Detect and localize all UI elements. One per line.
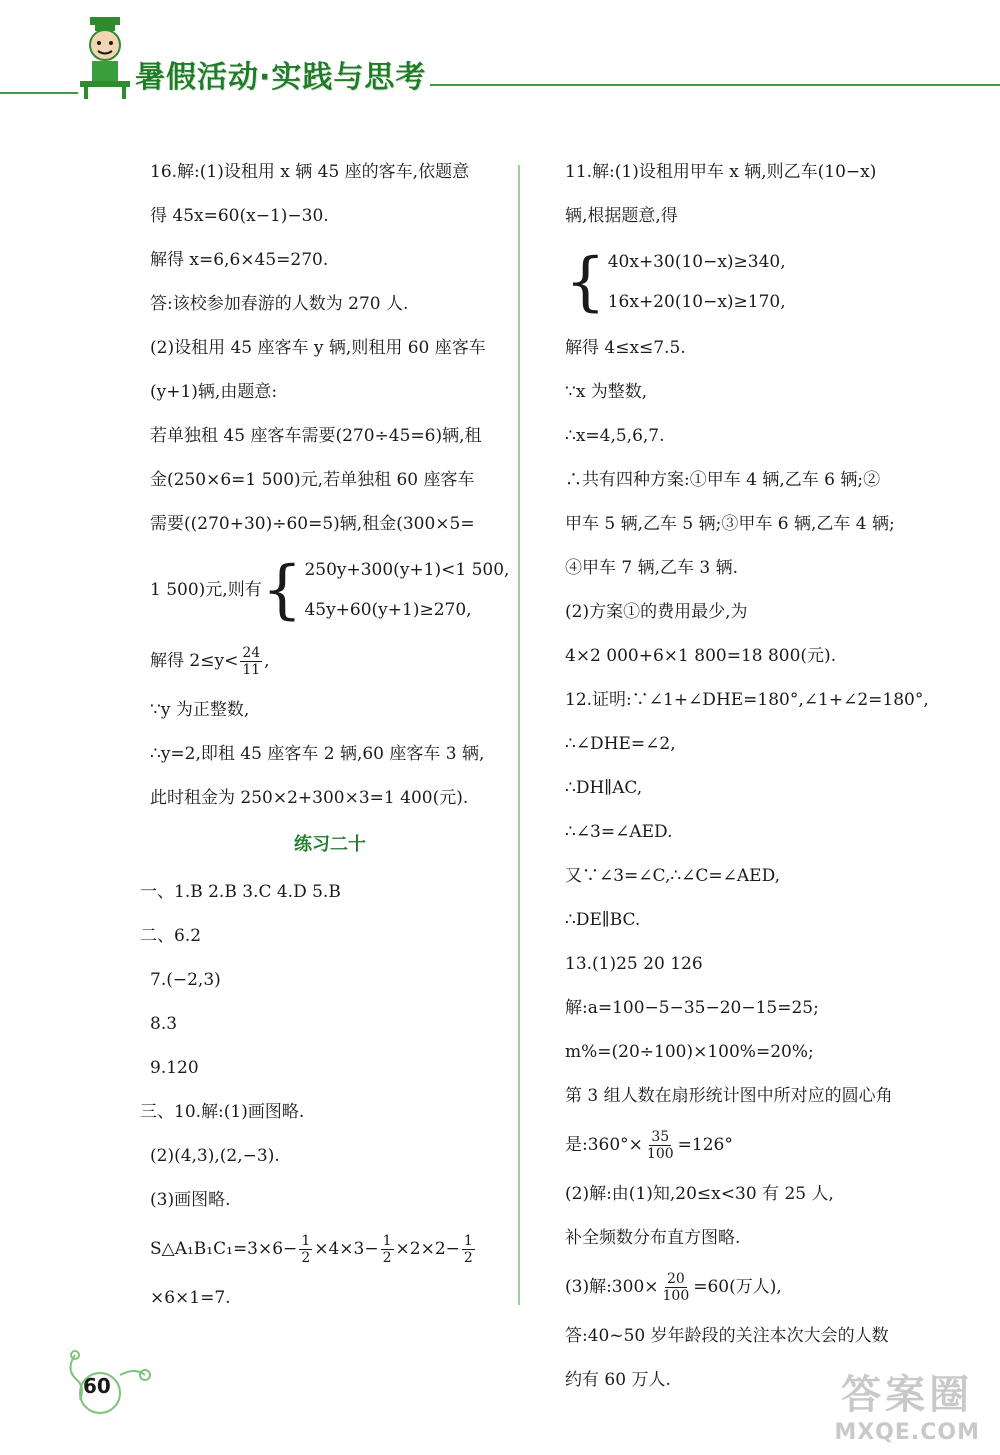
text-line: 金(250×6=1 500)元,若单独租 60 座客车: [150, 470, 475, 490]
text-span: =126°: [677, 1135, 733, 1155]
text-line: 补全频数分布直方图略.: [565, 1228, 741, 1248]
text-line: m%=(20÷100)×100%=20%;: [565, 1042, 814, 1062]
text-line: ×6×1=7.: [150, 1288, 231, 1308]
mascot-icon: [75, 15, 135, 100]
watermark: [834, 1363, 980, 1445]
numerator: 35: [651, 1129, 670, 1145]
right-column: [565, 150, 955, 1402]
section-title: 练习二十: [294, 834, 366, 855]
text-line: 需要((270+30)÷60=5)辆,租金(300×5=: [150, 514, 475, 534]
text-line: (y+1)辆,由题意:: [150, 382, 278, 402]
text-line: ∴∠DHE=∠2,: [565, 734, 676, 754]
text-span: =60(万人),: [693, 1277, 782, 1297]
denominator: 100: [646, 1146, 674, 1162]
area-formula: [150, 1222, 510, 1276]
text-line: 7.(−2,3): [150, 970, 221, 990]
inequality-system: [565, 238, 955, 326]
equation-line: 40x+30(10−x)≥340,: [607, 252, 786, 272]
text-span: ×2×2−: [395, 1239, 460, 1259]
fraction: [381, 1233, 394, 1266]
fraction: [661, 1271, 692, 1304]
text-line: (2)解:由(1)知,20≤x<30 有 25 人,: [565, 1184, 834, 1204]
solution-line: [150, 634, 510, 688]
fraction: [240, 645, 262, 678]
page-number: 60: [83, 1374, 111, 1398]
text-line: 辆,根据题意,得: [565, 206, 678, 226]
inequality-system: [150, 546, 510, 634]
denominator: 2: [382, 1250, 392, 1266]
text-line: ∵x 为整数,: [565, 382, 648, 402]
text-span: (3)解:300×: [565, 1277, 659, 1297]
text-line: 解得 x=6,6×45=270.: [150, 250, 329, 270]
text-line: (2)(4,3),(2,−3).: [150, 1146, 280, 1166]
text-line: 又∵∠3=∠C,∴∠C=∠AED,: [565, 866, 781, 886]
text-span: 解得 2≤y<: [150, 651, 239, 671]
brace-icon: {: [261, 553, 303, 627]
text-line: 4×2 000+6×1 800=18 800(元).: [565, 646, 837, 666]
text-line: ∴共有四种方案:①甲车 4 辆,乙车 6 辆;②: [565, 470, 881, 490]
text-line: 13.(1)25 20 126: [565, 954, 703, 974]
equation-line: 45y+60(y+1)≥270,: [304, 600, 472, 620]
text-line: ∴∠3=∠AED.: [565, 822, 673, 842]
text-line: 8.3: [150, 1014, 178, 1034]
numerator: 1: [463, 1233, 473, 1249]
watermark-en: MXQE.COM: [834, 1420, 980, 1445]
equation-line: 16x+20(10−x)≥170,: [607, 292, 786, 312]
angle-formula: [565, 1118, 955, 1172]
left-column: [140, 150, 510, 1320]
text-line: 此时租金为 250×2+300×3=1 400(元).: [150, 788, 469, 808]
fraction: [462, 1233, 475, 1266]
numerator: 1: [382, 1233, 392, 1249]
text-line: 若单独租 45 座客车需要(270÷45=6)辆,租: [150, 426, 482, 446]
header-title: 暑假活动·实践与思考: [135, 60, 427, 95]
population-formula: [565, 1260, 955, 1314]
text-line: 二、6.2: [140, 926, 202, 946]
text-line: 12.证明:∵∠1+∠DHE=180°,∠1+∠2=180°,: [565, 690, 929, 710]
equation-line: 250y+300(y+1)<1 500,: [304, 560, 510, 580]
text-line: 解:a=100−5−35−20−15=25;: [565, 998, 819, 1018]
text-line: ∵y 为正整数,: [150, 700, 250, 720]
denominator: 11: [242, 662, 261, 678]
column-divider: [518, 165, 520, 1305]
text-line: 11.解:(1)设租用甲车 x 辆,则乙车(10−x): [565, 162, 877, 182]
header-rule-left: [0, 92, 78, 94]
watermark-cn: 答案圈: [841, 1372, 974, 1418]
numerator: 24: [242, 645, 261, 661]
header-rule-right: [430, 84, 1000, 86]
text-line: 解得 4≤x≤7.5.: [565, 338, 686, 358]
text-span: ,: [264, 651, 270, 671]
text-line: ④甲车 7 辆,乙车 3 辆.: [565, 558, 739, 578]
text-line: ∴DE∥BC.: [565, 910, 641, 930]
text-line: 三、10.解:(1)画图略.: [140, 1102, 305, 1122]
denominator: 2: [463, 1250, 473, 1266]
numerator: 1: [301, 1233, 311, 1249]
text-line: (2)设租用 45 座客车 y 辆,则租用 60 座客车: [150, 338, 486, 358]
brace-icon: {: [565, 245, 606, 319]
text-span: S△A₁B₁C₁=3×6−: [150, 1239, 298, 1259]
fraction: [645, 1129, 676, 1162]
text-line: 9.120: [150, 1058, 199, 1078]
text-line: ∴y=2,即租 45 座客车 2 辆,60 座客车 3 辆,: [150, 744, 485, 764]
text-line: 第 3 组人数在扇形统计图中所对应的圆心角: [565, 1086, 893, 1106]
text-line: 16.解:(1)设租用 x 辆 45 座的客车,依题意: [150, 162, 470, 182]
numerator: 20: [666, 1271, 685, 1287]
text-line: 一、1.B 2.B 3.C 4.D 5.B: [140, 882, 341, 902]
text-line: (3)画图略.: [150, 1190, 231, 1210]
text-line: 得 45x=60(x−1)−30.: [150, 206, 329, 226]
text-line: ∴x=4,5,6,7.: [565, 426, 665, 446]
text-span: ×4×3−: [314, 1239, 379, 1259]
text-line: ∴DH∥AC,: [565, 778, 643, 798]
denominator: 2: [301, 1250, 311, 1266]
page-header: [0, 0, 1000, 110]
text-line: 1 500)元,则有: [150, 580, 262, 600]
denominator: 100: [662, 1288, 690, 1304]
text-line: 答:40~50 岁年龄段的关注本次大会的人数: [565, 1326, 889, 1346]
text-line: (2)方案①的费用最少,为: [565, 602, 748, 622]
text-span: 是:360°×: [565, 1135, 643, 1155]
text-line: 约有 60 万人.: [565, 1370, 671, 1390]
text-line: 甲车 5 辆,乙车 5 辆;③甲车 6 辆,乙车 4 辆;: [565, 514, 895, 534]
text-line: 答:该校参加春游的人数为 270 人.: [150, 294, 409, 314]
fraction: [299, 1233, 312, 1266]
